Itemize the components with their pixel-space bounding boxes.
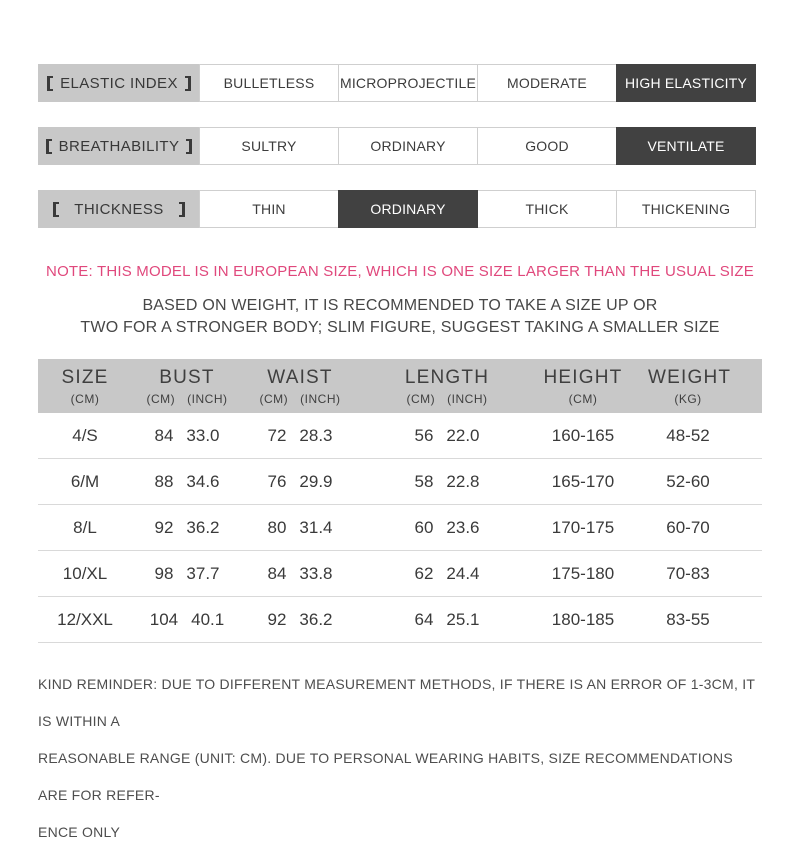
spec-option: SULTRY xyxy=(199,127,339,165)
cell-bust-cm: 88 xyxy=(154,471,174,491)
cell-waist-inch: 36.2 xyxy=(299,609,333,629)
header-unit: (CM) xyxy=(146,391,176,406)
cell-waist xyxy=(242,564,358,584)
cell-height: 165-170 xyxy=(551,471,615,491)
cell-size: 6/M xyxy=(70,471,100,491)
cell-waist xyxy=(242,518,358,538)
cell-waist xyxy=(242,426,358,446)
header-unit: (CM) xyxy=(70,391,100,406)
cell-bust xyxy=(132,472,242,492)
cell-length-inch: 22.8 xyxy=(446,471,480,491)
spec-label-text: ELASTIC INDEX xyxy=(60,74,178,92)
cell-weight: 60-70 xyxy=(666,517,710,537)
right-bracket-icon xyxy=(179,202,185,217)
spec-label-elastic-index xyxy=(38,64,200,102)
kind-reminder-line: REASONABLE RANGE (UNIT: CM). DUE TO PERSONAL WEARING HABITS, SIZE RECOMMENDATIONS ARE FOR REFER- xyxy=(38,750,733,803)
kind-reminder-line: ENCE ONLY xyxy=(38,824,121,840)
spec-label-text: THICKNESS xyxy=(74,200,164,218)
spec-option-selected: HIGH ELASTICITY xyxy=(616,64,756,102)
spec-option-selected: VENTILATE xyxy=(616,127,756,165)
left-bracket-icon xyxy=(47,76,53,91)
cell-waist-cm: 84 xyxy=(267,563,287,583)
header-unit: (CM) xyxy=(259,391,289,406)
header-unit: (CM) xyxy=(568,391,598,406)
cell-waist-inch: 33.8 xyxy=(299,563,333,583)
cell-length-inch: 25.1 xyxy=(446,609,480,629)
size-table xyxy=(38,359,762,643)
table-row xyxy=(38,459,762,505)
cell-bust xyxy=(132,426,242,446)
spec-label-thickness xyxy=(38,190,200,228)
cell-waist-cm: 80 xyxy=(267,517,287,537)
cell-bust-cm: 98 xyxy=(154,563,174,583)
cell-bust-inch: 37.7 xyxy=(186,563,220,583)
spec-option: ORDINARY xyxy=(338,127,478,165)
spec-label-text: BREATHABILITY xyxy=(58,137,180,155)
cell-length-inch: 23.6 xyxy=(446,517,480,537)
spec-row-thickness xyxy=(38,190,756,228)
header-col-bust xyxy=(132,367,242,406)
cell-bust xyxy=(132,564,242,584)
cell-waist-inch: 28.3 xyxy=(299,425,333,445)
cell-bust-cm: 84 xyxy=(154,425,174,445)
cell-waist xyxy=(242,472,358,492)
cell-length xyxy=(390,472,504,492)
header-col-size xyxy=(38,367,132,406)
cell-size: 4/S xyxy=(72,425,98,445)
cell-weight: 48-52 xyxy=(666,425,710,445)
cell-size: 8/L xyxy=(73,517,97,537)
size-advice xyxy=(0,295,800,339)
cell-bust xyxy=(132,518,242,538)
header-unit: (INCH) xyxy=(300,391,341,406)
kind-reminder xyxy=(38,666,762,851)
cell-weight: 70-83 xyxy=(666,563,710,583)
header-unit: (KG) xyxy=(674,391,702,406)
header-col-length xyxy=(390,367,504,406)
model-size-note: NOTE: THIS MODEL IS IN EUROPEAN SIZE, WHICH IS ONE SIZE LARGER THAN THE USUAL SIZE xyxy=(46,263,754,280)
cell-height: 180-185 xyxy=(551,609,615,629)
spec-label-breathability xyxy=(38,127,200,165)
cell-length xyxy=(390,564,504,584)
header-label: WEIGHT xyxy=(648,366,732,388)
table-row xyxy=(38,413,762,459)
cell-length-cm: 62 xyxy=(414,563,434,583)
cell-length xyxy=(390,610,504,630)
header-unit: (INCH) xyxy=(447,391,488,406)
header-label: BUST xyxy=(159,366,215,388)
header-label: WAIST xyxy=(267,366,333,388)
size-advice-line: BASED ON WEIGHT, IT IS RECOMMENDED TO TAKE A SIZE UP OR xyxy=(142,297,658,314)
cell-waist-inch: 31.4 xyxy=(299,517,333,537)
left-bracket-icon xyxy=(46,139,52,154)
cell-bust-inch: 40.1 xyxy=(191,609,225,629)
cell-length-inch: 22.0 xyxy=(446,425,480,445)
spec-section xyxy=(0,0,800,228)
cell-waist xyxy=(242,610,358,630)
cell-height: 170-175 xyxy=(551,517,615,537)
cell-waist-cm: 76 xyxy=(267,471,287,491)
header-unit: (CM) xyxy=(406,391,436,406)
cell-size: 12/XXL xyxy=(57,609,113,629)
size-table-header xyxy=(38,359,762,413)
header-label: HEIGHT xyxy=(543,366,623,388)
spec-row-breathability xyxy=(38,127,756,165)
table-row xyxy=(38,505,762,551)
cell-weight: 83-55 xyxy=(666,609,710,629)
header-unit: (INCH) xyxy=(187,391,228,406)
kind-reminder-line: KIND REMINDER: DUE TO DIFFERENT MEASUREMENT METHODS, IF THERE IS AN ERROR OF 1-3CM, IT IS WITHIN A xyxy=(38,676,755,729)
cell-length-cm: 56 xyxy=(414,425,434,445)
right-bracket-icon xyxy=(185,76,191,91)
cell-bust xyxy=(132,610,242,630)
right-bracket-icon xyxy=(186,139,192,154)
cell-size: 10/XL xyxy=(62,563,108,583)
header-col-waist xyxy=(242,367,358,406)
cell-length xyxy=(390,426,504,446)
header-label: SIZE xyxy=(61,366,109,388)
cell-bust-cm: 104 xyxy=(149,609,179,629)
spec-option: THICKENING xyxy=(616,190,756,228)
cell-length-cm: 60 xyxy=(414,517,434,537)
cell-bust-cm: 92 xyxy=(154,517,174,537)
spec-option-selected: ORDINARY xyxy=(338,190,478,228)
cell-weight: 52-60 xyxy=(666,471,710,491)
header-col-height xyxy=(518,367,648,406)
table-row xyxy=(38,597,762,643)
spec-option: MICROPROJECTILE xyxy=(338,64,478,102)
spec-option: THICK xyxy=(477,190,617,228)
spec-option: GOOD xyxy=(477,127,617,165)
table-row xyxy=(38,551,762,597)
spec-option: BULLETLESS xyxy=(199,64,339,102)
cell-length-inch: 24.4 xyxy=(446,563,480,583)
cell-bust-inch: 36.2 xyxy=(186,517,220,537)
header-col-weight xyxy=(648,366,732,406)
cell-height: 160-165 xyxy=(551,425,615,445)
header-label: LENGTH xyxy=(404,366,490,388)
cell-length-cm: 64 xyxy=(414,609,434,629)
cell-length-cm: 58 xyxy=(414,471,434,491)
spec-row-elastic-index xyxy=(38,64,756,102)
cell-waist-cm: 72 xyxy=(267,425,287,445)
cell-bust-inch: 34.6 xyxy=(186,471,220,491)
cell-bust-inch: 33.0 xyxy=(186,425,220,445)
cell-length xyxy=(390,518,504,538)
left-bracket-icon xyxy=(53,202,59,217)
spec-option: MODERATE xyxy=(477,64,617,102)
cell-height: 175-180 xyxy=(551,563,615,583)
spec-option: THIN xyxy=(199,190,339,228)
size-advice-line: TWO FOR A STRONGER BODY; SLIM FIGURE, SUGGEST TAKING A SMALLER SIZE xyxy=(80,319,720,336)
cell-waist-inch: 29.9 xyxy=(299,471,333,491)
cell-waist-cm: 92 xyxy=(267,609,287,629)
